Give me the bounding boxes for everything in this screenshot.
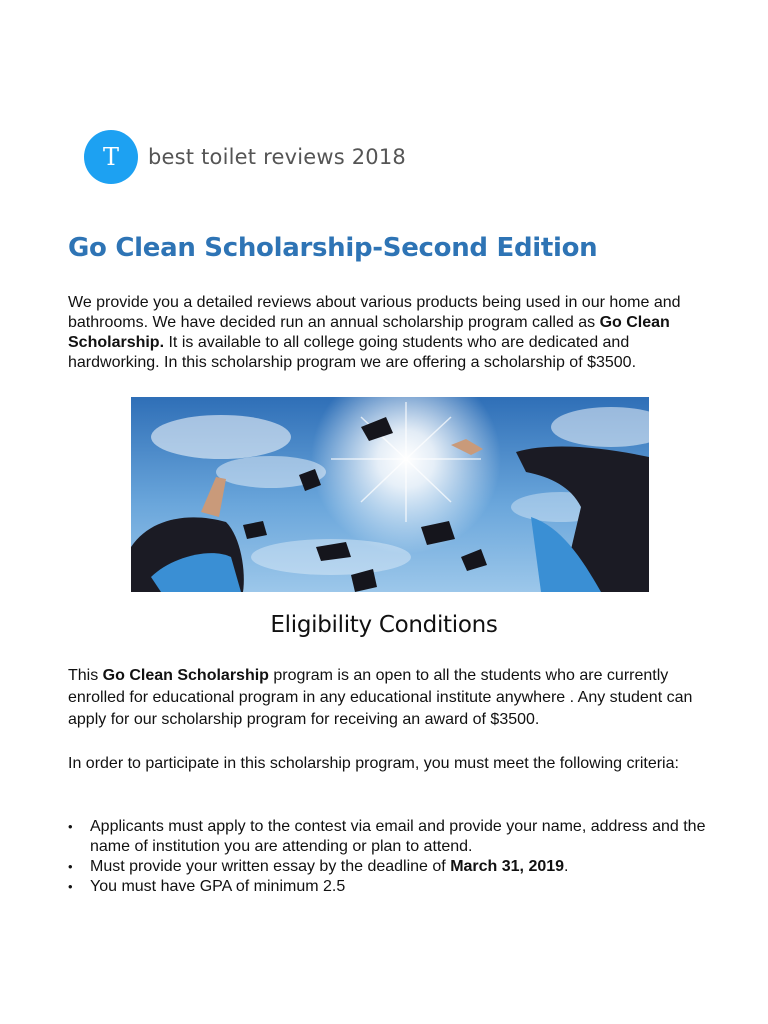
intro-text-cont: It is available to all college going students who are dedicated and hardworking. In this scholarship program we are offering a scholarship of $3500.	[68, 334, 637, 371]
intro-text: We provide you a detailed reviews about various products being used in our home and bathrooms. We have decided run an annual scholarship program called as	[68, 294, 681, 331]
criteria-list	[68, 817, 718, 897]
logo-badge: T	[84, 130, 138, 184]
intro-paragraph	[68, 293, 718, 373]
eligibility-text-cont: program is an open to all the students who are currently enrolled for educational program in any educational institute anywhere . Any student can apply for our scholarship program for receiving an award of $3500.	[68, 667, 693, 728]
criteria-text: Applicants must apply to the contest via email and provide your name, address and the name of institution you are attending or plan to attend.	[90, 818, 706, 855]
criteria-intro: In order to participate in this scholarship program, you must meet the following criteria:	[68, 755, 679, 772]
graduation-caps-photo	[131, 397, 649, 592]
deadline-date: March 31, 2019	[450, 858, 565, 875]
site-name: best toilet reviews 2018	[148, 145, 406, 169]
scholarship-name: Go Clean Scholarship.	[68, 314, 670, 351]
criteria-text: Must provide your written essay by the deadline of	[90, 858, 451, 875]
eligibility-paragraph	[68, 665, 718, 731]
list-item	[68, 857, 718, 877]
page-title: Go Clean Scholarship-Second Edition	[68, 233, 598, 263]
criteria-text: You must have GPA of minimum 2.5	[90, 878, 346, 895]
deadline-suffix: .	[564, 858, 569, 875]
scholarship-name: Go Clean Scholarship	[102, 667, 269, 684]
site-logo[interactable]	[84, 130, 406, 184]
section-heading: Eligibility Conditions	[270, 612, 498, 638]
list-item	[68, 877, 718, 897]
list-item	[68, 817, 718, 857]
eligibility-text: This	[68, 667, 103, 684]
